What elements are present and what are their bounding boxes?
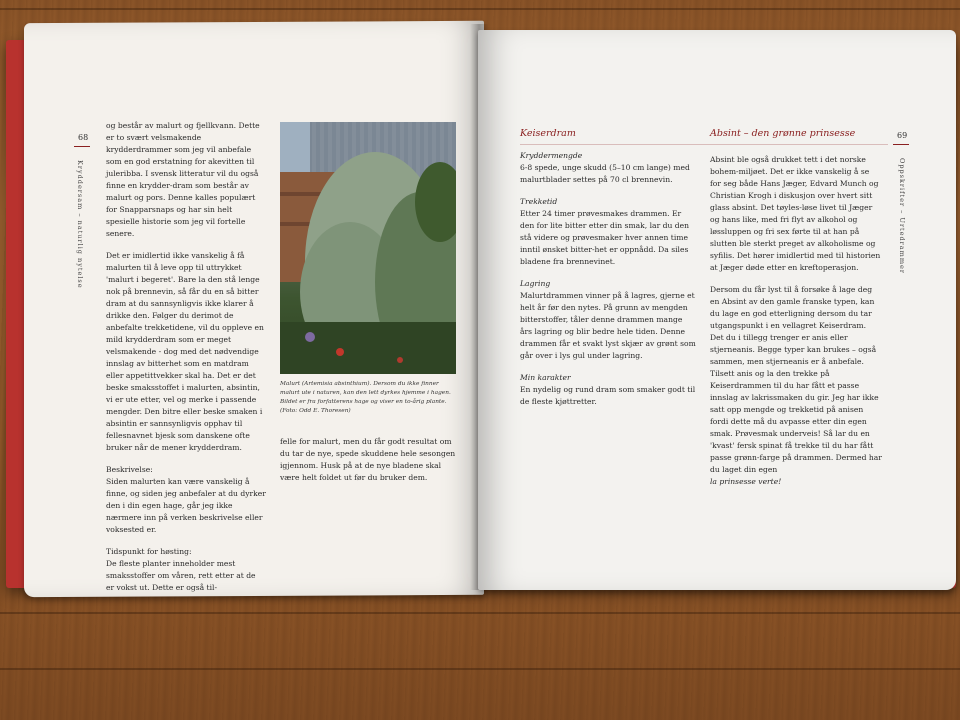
right-column-2 <box>710 128 882 488</box>
wood-plank-seam <box>0 668 960 670</box>
recipe-title: Keiserdram <box>520 128 576 139</box>
page-number-right: 69 <box>897 131 908 140</box>
paragraph: En nydelig og rund dram som smaker godt til de fleste kjøttretter. <box>520 385 696 406</box>
right-column-1 <box>520 128 696 418</box>
paragraph: felle for malurt, men du får godt resultat om du tar de nye, spede skuddene hele sesongen igjennom. Husk på at de nye bladene skal være helt foldet ut før du bruker dem. <box>280 437 456 482</box>
subheading-storage: Lagring <box>520 279 551 288</box>
wormwood-photo <box>280 122 456 374</box>
paragraph: Det er imidlertid ikke vanskelig å få malurten til å leve opp til uttrykket 'malurt i begeret'. Bare la den stå lenge nok på brennevin, så får du en så bitter dram at du sannsynligvis ikke klarer å drikke den. Følger du derimot de anbefalte trekketidene, vil du oppleve en mild krydderdram som er meget velsmakende - dog med det nødvendige innslag av bitterhet som en matdram eller appetittvekker skal ha. Det er det beske smaksstoffet i malurten, absintin, vi er ute etter, vel og merke i passende mengder. Den bitre eller beske smaken i absintin er sannsynligvis opphav til fellesnavnet bjesk som danskene ofte bruker når de mener krydderdram. <box>106 251 264 452</box>
page-number-rule <box>893 144 909 145</box>
subheading-rating: Min karakter <box>520 373 571 382</box>
paragraph: De fleste planter inneholder mest smaksstoffer om våren, rett etter at de er vokst ut. Dette er også til- <box>106 559 256 592</box>
page-number-rule <box>74 146 90 147</box>
subheading-steep: Trekketid <box>520 197 558 206</box>
paragraph: Malurtdrammen vinner på å lagres, gjerne et helt år før den nytes. På grunn av mengden bitterstoffer, tåler denne drammen mange års lagring og blir bedre hele tiden. Denne drammen får et svakt lyst skjær av grønt som går over i lys gul under lagring. <box>520 291 696 360</box>
running-head-left: Kryddersam – naturlig nytelse <box>76 160 84 289</box>
closing-line: la prinsesse verte! <box>710 477 782 486</box>
section-title: Absint – den grønne prinsesse <box>710 128 856 139</box>
paragraph: Absint ble også drukket tett i det norske bohem-miljøet. Det er ikke vanskelig å se for seg både Hans Jæger, Edvard Munch og Christian Krogh i diskusjon over hvert sitt glass absint. Det tøyles-løse livet til Jæger og hans like, med fri flyt av alkohol og løssluppen og fri sex førte til at han på slutten ble sterkt preget av alkoholisme og syfilis. Det hører imidlertid med til historien at Jæger døde etter en kreftoperasjon. <box>710 155 881 272</box>
left-column-1 <box>106 120 266 604</box>
paragraph: 6-8 spede, unge skudd (5–10 cm lange) med malurtblader settes på 70 cl brennevin. <box>520 163 690 184</box>
wood-plank-seam <box>0 8 960 10</box>
wood-plank-seam <box>0 612 960 614</box>
running-head-right: Oppskrifter – Urtedrammer <box>898 158 906 274</box>
page-number-left: 68 <box>78 133 89 142</box>
paragraph: Dersom du får lyst til å forsøke å lage deg en Absint av den gamle franske typen, kan du lage en god etterligning dersom du tar utgangspunkt i en vellagret Keiserdram. Det du i tillegg trenger er anis eller stjerneanis. Begge typer kan brukes – også sammen, men stjerneanis er å anbefale. Tilsett anis og la den trekke på Keiserdrammen til du har fått et passe innslag av lakrissmaken du gir. Jeg har ikke satt opp mengde og trekketid på anisen fordi dette må du avpasse etter din egen smak. Prøvesmak underveis! Så lar du en 'kvast' fersk spinat få trekke til du har fått passe grønn-farge på drammen. Dermed har du laget din egen <box>710 285 882 474</box>
photo-caption: Malurt (Artemisia absinthium). Dersom du ikke finner malurt ute i naturen, kan den lett dyrkes hjemme i hagen. Bildet er fra forfatterens hage og viser en to-årig plante. (Foto: Odd E. Thoresen) <box>280 381 451 414</box>
subheading-harvest: Tidspunkt for høsting: <box>106 547 192 556</box>
paragraph: og består av malurt og fjellkvann. Dette er to svært velsmakende krydderdrammer som jeg vil anbefale som en god erstatning for akevitten til juleribba. I svensk litteratur vil du også finne en krydder-dram som består av malurt og pors. Denne kalles populært for Snapparsnaps og har sin helt spesielle historie som jeg vil fortelle senere. <box>106 121 260 238</box>
left-column-2 <box>280 436 458 494</box>
paragraph: Siden malurten kan være vanskelig å finne, og siden jeg anbefaler at du dyrker den i din egen hage, går jeg ikke nærmere inn på verken beskrivelse eller voksested er. <box>106 477 266 534</box>
paragraph: Etter 24 timer prøvesmakes drammen. Er den for lite bitter etter din smak, lar du den stå videre og prøvesmaker hver annen time inntil ønsket bitter-het er oppnådd. Da siles bladene fra brennevinet. <box>520 209 690 266</box>
wormwood-photo-illustration <box>280 122 456 374</box>
subheading-spices: Kryddermengde <box>520 151 583 160</box>
subheading-description: Beskrivelse: <box>106 465 153 474</box>
